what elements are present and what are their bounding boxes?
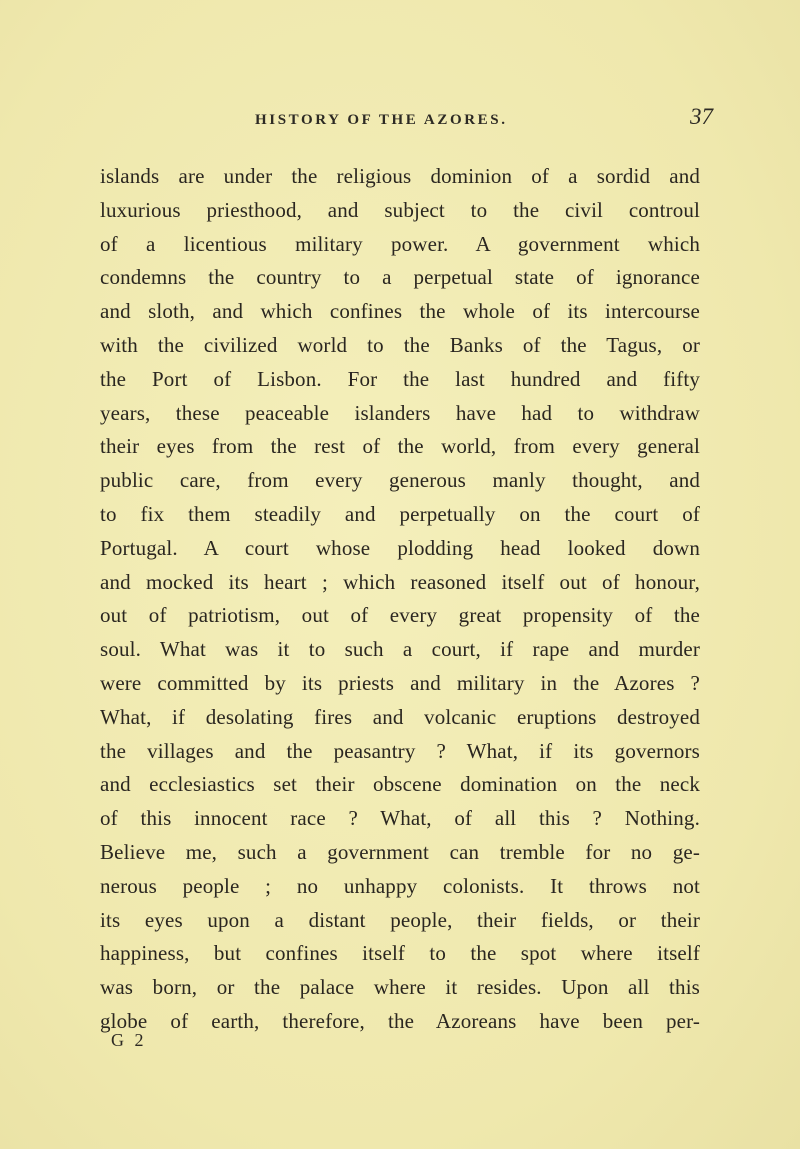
text-line: What, if desolating fires and volcanic eruptions destroyed (100, 704, 700, 729)
text-line: happiness, but confines itself to the spot where itself (100, 941, 700, 966)
text-line: soul. What was it to such a court, if rape and murder (100, 637, 700, 662)
text-line: Portugal. A court whose plodding head looked down (100, 535, 700, 560)
text-line: and sloth, and which confines the whole of its intercourse (100, 299, 700, 324)
text-line: islands are under the religious dominion of a sordid and (100, 164, 700, 188)
text-line: out of patriotism, out of every great propensity of the (100, 603, 700, 628)
text-line: of this innocent race ? What, of all this ? Nothing. (100, 806, 700, 831)
text-line: condemns the country to a perpetual state of ignorance (100, 265, 700, 290)
text-line: was born, or the palace where it resides. Upon all this (100, 975, 700, 1000)
text-line: to fix them steadily and perpetually on the court of (100, 501, 700, 526)
text-line: of a licentious military power. A government which (100, 231, 700, 256)
text-line: Believe me, such a government can tremble for no ge- (100, 839, 700, 864)
body-text (100, 160, 700, 1039)
text-line: globe of earth, therefore, the Azoreans have been per- (100, 1008, 700, 1033)
text-line: and mocked its heart ; which reasoned itself out of honour, (100, 569, 700, 594)
text-line: nerous people ; no unhappy colonists. It throws not (100, 873, 700, 898)
text-line: with the civilized world to the Banks of the Tagus, or (100, 332, 700, 357)
text-line: were committed by its priests and military in the Azores ? (100, 670, 700, 695)
text-line: public care, from every generous manly thought, and (100, 468, 700, 493)
text-line: and ecclesiastics set their obscene domination on the neck (100, 772, 700, 797)
signature-mark: G 2 (111, 1030, 147, 1050)
text-line: its eyes upon a distant people, their fields, or their (100, 907, 700, 932)
text-line: the villages and the peasantry ? What, if its governors (100, 738, 700, 763)
running-title: HISTORY OF THE AZORES. (255, 112, 508, 128)
text-line: years, these peaceable islanders have had to withdraw (100, 400, 700, 425)
text-line: the Port of Lisbon. For the last hundred and fifty (100, 366, 700, 391)
text-line: their eyes from the rest of the world, from every general (100, 434, 700, 459)
page-number: 37 (690, 104, 713, 129)
text-line: luxurious priesthood, and subject to the civil controul (100, 197, 700, 222)
